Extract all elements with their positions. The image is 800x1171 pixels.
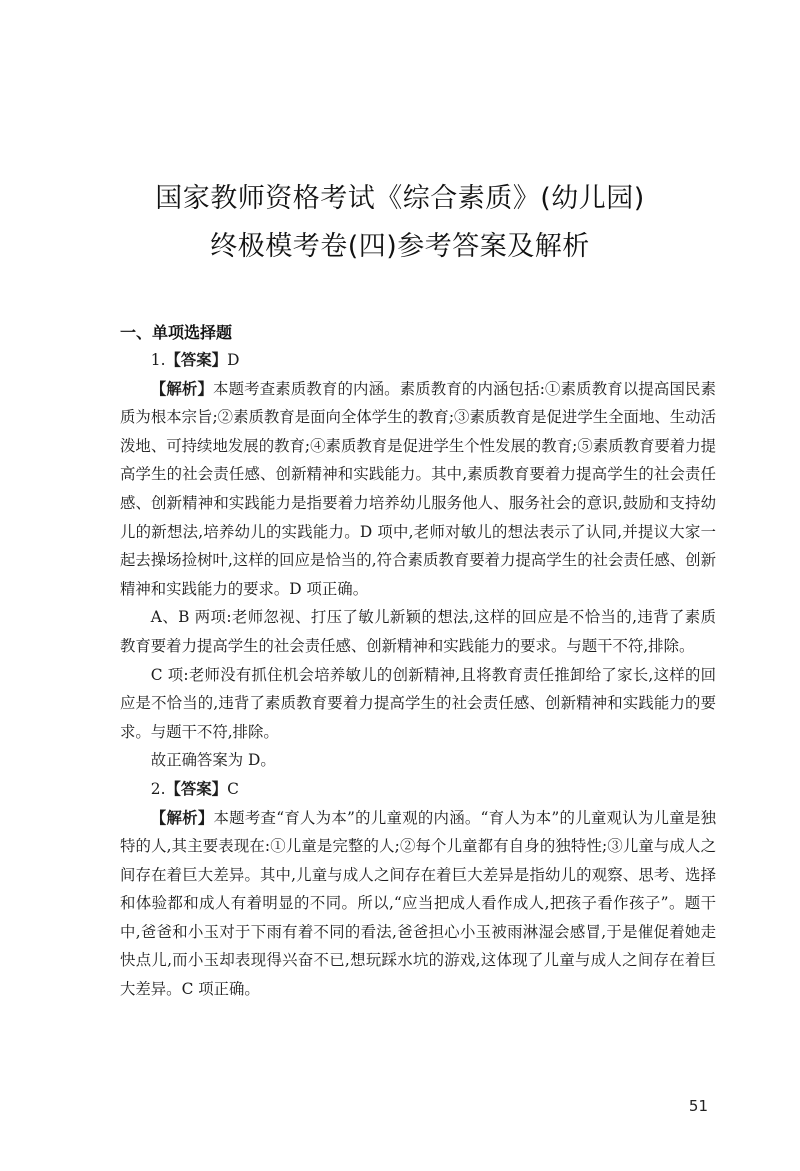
question-1-analysis-text: 本题考查素质教育的内涵。素质教育的内涵包括:①素质教育以提高国民素质为根本宗旨;②素质教育是面向全体学生的教育;③素质教育是促进学生全面地、生动活泼地、可持续地发展的教育;④素质教育是促进学生个性发展的教育;⑤素质教育要着力提高学生的社会责任感、创新精神和实践能力。其中,素质教育要着力提高学生的社会责任感、创新精神和实践能力是指要着力培养幼儿服务他人、服务社会的意识,鼓励和支持幼儿的新想法,培养幼儿的实践能力。D 项中,老师对敏儿的想法表示了认同,并提议大家一起去操场捡树叶,这样的回应是恰当的,符合素质教育要着力提高学生的社会责任感、创新精神和实践能力的要求。D 项正确。 <box>120 379 716 598</box>
answer-label: 【答案】 <box>165 779 228 798</box>
document-body <box>120 346 716 1004</box>
question-1-paragraph: A、B 两项:老师忽视、打压了敏儿新颖的想法,这样的回应是不恰当的,违背了素质教育要着力提高学生的社会责任感、创新精神和实践能力的要求。与题干不符,排除。 <box>120 608 716 655</box>
question-1-answer <box>120 346 716 375</box>
document-title-line2: 终极模考卷(四)参考答案及解析 <box>210 231 590 262</box>
question-2-answer-value: C <box>227 779 239 798</box>
question-1-analysis <box>120 375 716 604</box>
question-2-number: 2. <box>150 779 166 798</box>
question-1-paragraph: C 项:老师没有抓住机会培养敏儿的创新精神,且将教育责任推卸给了家长,这样的回应是不恰当的,违背了素质教育要着力提高学生的社会责任感、创新精神和实践能力的要求。与题干不符,排除。 <box>120 665 716 741</box>
section-heading: 一、单项选择题 <box>120 323 233 342</box>
analysis-label: 【解析】 <box>150 808 214 827</box>
page-number: 51 <box>688 1097 708 1115</box>
question-2-analysis-text: 本题考查“育人为本”的儿童观的内涵。“育人为本”的儿童观认为儿童是独特的人,其主要表现在:①儿童是完整的人;②每个儿童都有自身的独特性;③儿童与成人之间存在着巨大差异。其中,儿童与成人之间存在着巨大差异是指幼儿的观察、思考、选择和体验都和成人有着明显的不同。所以,“应当把成人看作成人,把孩子看作孩子”。题干中,爸爸和小玉对于下雨有着不同的看法,爸爸担心小玉被雨淋湿会感冒,于是催促着她走快点儿,而小玉却表现得兴奋不已,想玩踩水坑的游戏,这体现了儿童与成人之间存在着巨大差异。C 项正确。 <box>120 808 716 999</box>
document-title-line1: 国家教师资格考试《综合素质》(幼儿园) <box>155 183 645 214</box>
question-1-conclusion: 故正确答案为 D。 <box>150 751 276 770</box>
question-1-number: 1. <box>150 351 166 369</box>
question-2-analysis <box>120 804 716 1004</box>
question-2-answer <box>120 775 716 804</box>
analysis-label: 【解析】 <box>150 379 214 398</box>
question-1-answer-value: D <box>227 351 240 369</box>
answer-label: 【答案】 <box>165 351 228 369</box>
